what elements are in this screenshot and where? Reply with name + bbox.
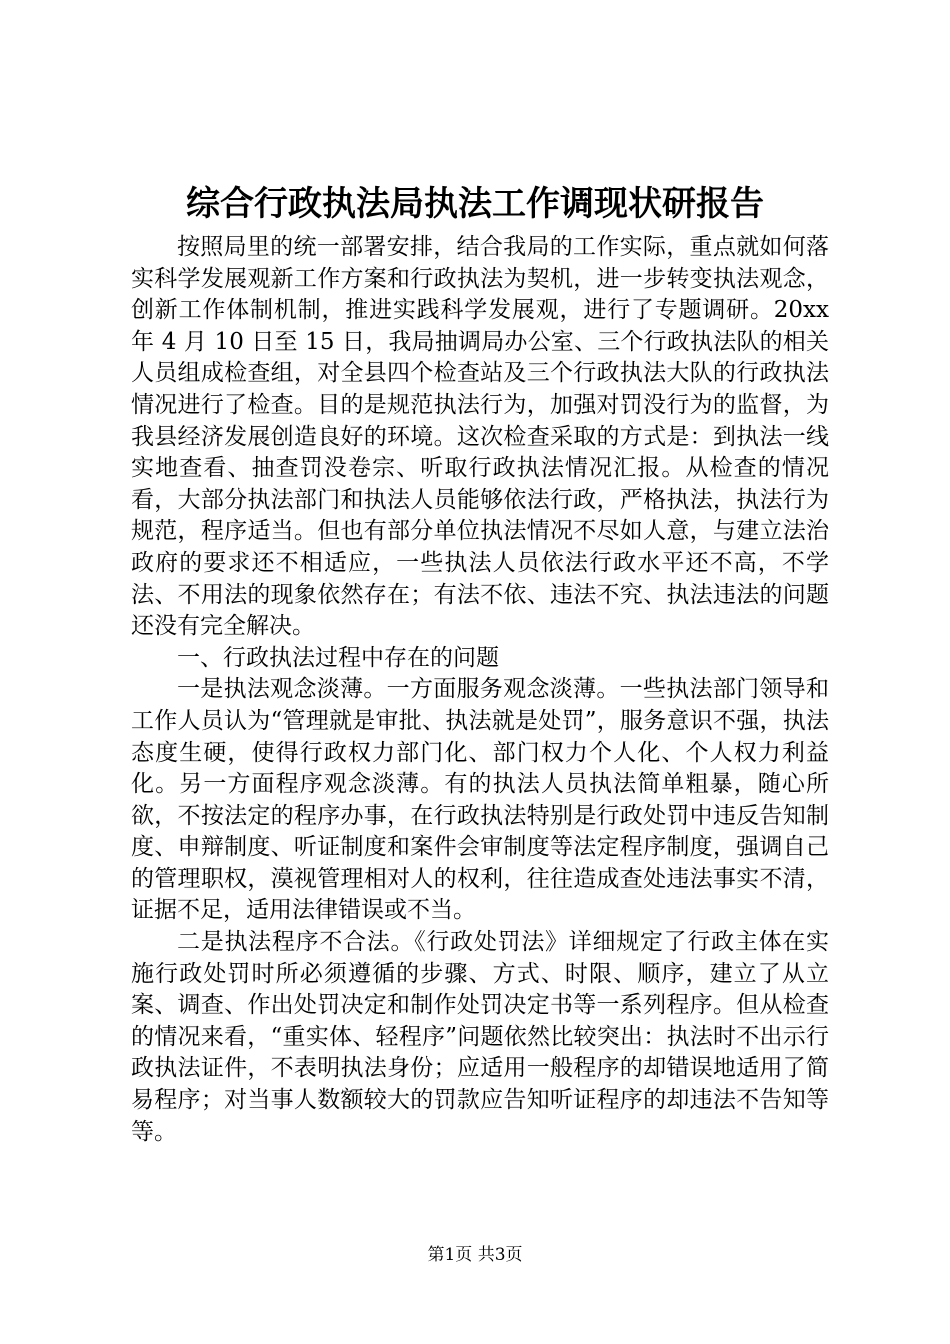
problem-paragraph-2: 二是执法程序不合法。《行政处罚法》详细规定了行政主体在实施行政处罚时所必须遵循的步骤、方式、时限、顺序，建立了从立案、调查、作出处罚决定和制作处罚决定书等一系列程序。但从检查的情况来看，“重实体、轻程序”问题依然比较突出：执法时不出示行政执法证件，不表明执法身份；应适用一般程序的却错误地适用了简易程序；对当事人数额较大的罚款应告知听证程序的却违法不告知等等。 (131, 929, 829, 1145)
document-body (131, 232, 829, 1148)
problem-paragraph-1: 一是执法观念淡薄。一方面服务观念淡薄。一些执法部门领导和工作人员认为“管理就是审批、执法就是处罚”，服务意识不强，执法态度生硬，使得行政权力部门化、部门权力个人化、个人权力利益化。另一方面程序观念淡薄。有的执法人员执法简单粗暴，随心所欲，不按法定的程序办事，在行政执法特别是行政处罚中违反告知制度、申辩制度、听证制度和案件会审制度等法定程序制度，强调自己的管理职权，漠视管理相对人的权利，往往造成查处违法事实不清，证据不足，适用法律错误或不当。 (131, 676, 829, 924)
intro-paragraph: 按照局里的统一部署安排，结合我局的工作实际，重点就如何落实科学发展观新工作方案和行政执法为契机，进一步转变执法观念，创新工作体制机制，推进实践科学发展观，进行了专题调研。20xx 年 4 月 10 日至 15 日，我局抽调局办公室、三个行政执法队的相关人员组成检查组，对全县四个检查站及三个行政执法大队的行政执法情况进行了检查。目的是规范执法行为，加强对罚没行为的监督，为我县经济发展创造良好的环境。这次检查采取的方式是：到执法一线实地查看、抽查罚没卷宗、听取行政执法情况汇报。从检查的情况看，大部分执法部门和执法人员能够依法行政，严格执法，执法行为规范，程序适当。但也有部分单位执法情况不尽如人意，与建立法治政府的要求还不相适应，一些执法人员依法行政水平还不高，不学法、不用法的现象依然存在；有法不依、违法不究、执法违法的问题还没有完全解决。 (131, 234, 829, 640)
page-number-footer: 第1页 共3页 (427, 1245, 523, 1265)
section-heading: 一、行政执法过程中存在的问题 (177, 644, 499, 671)
document-title: 综合行政执法局执法工作调现状研报告 (186, 184, 764, 224)
